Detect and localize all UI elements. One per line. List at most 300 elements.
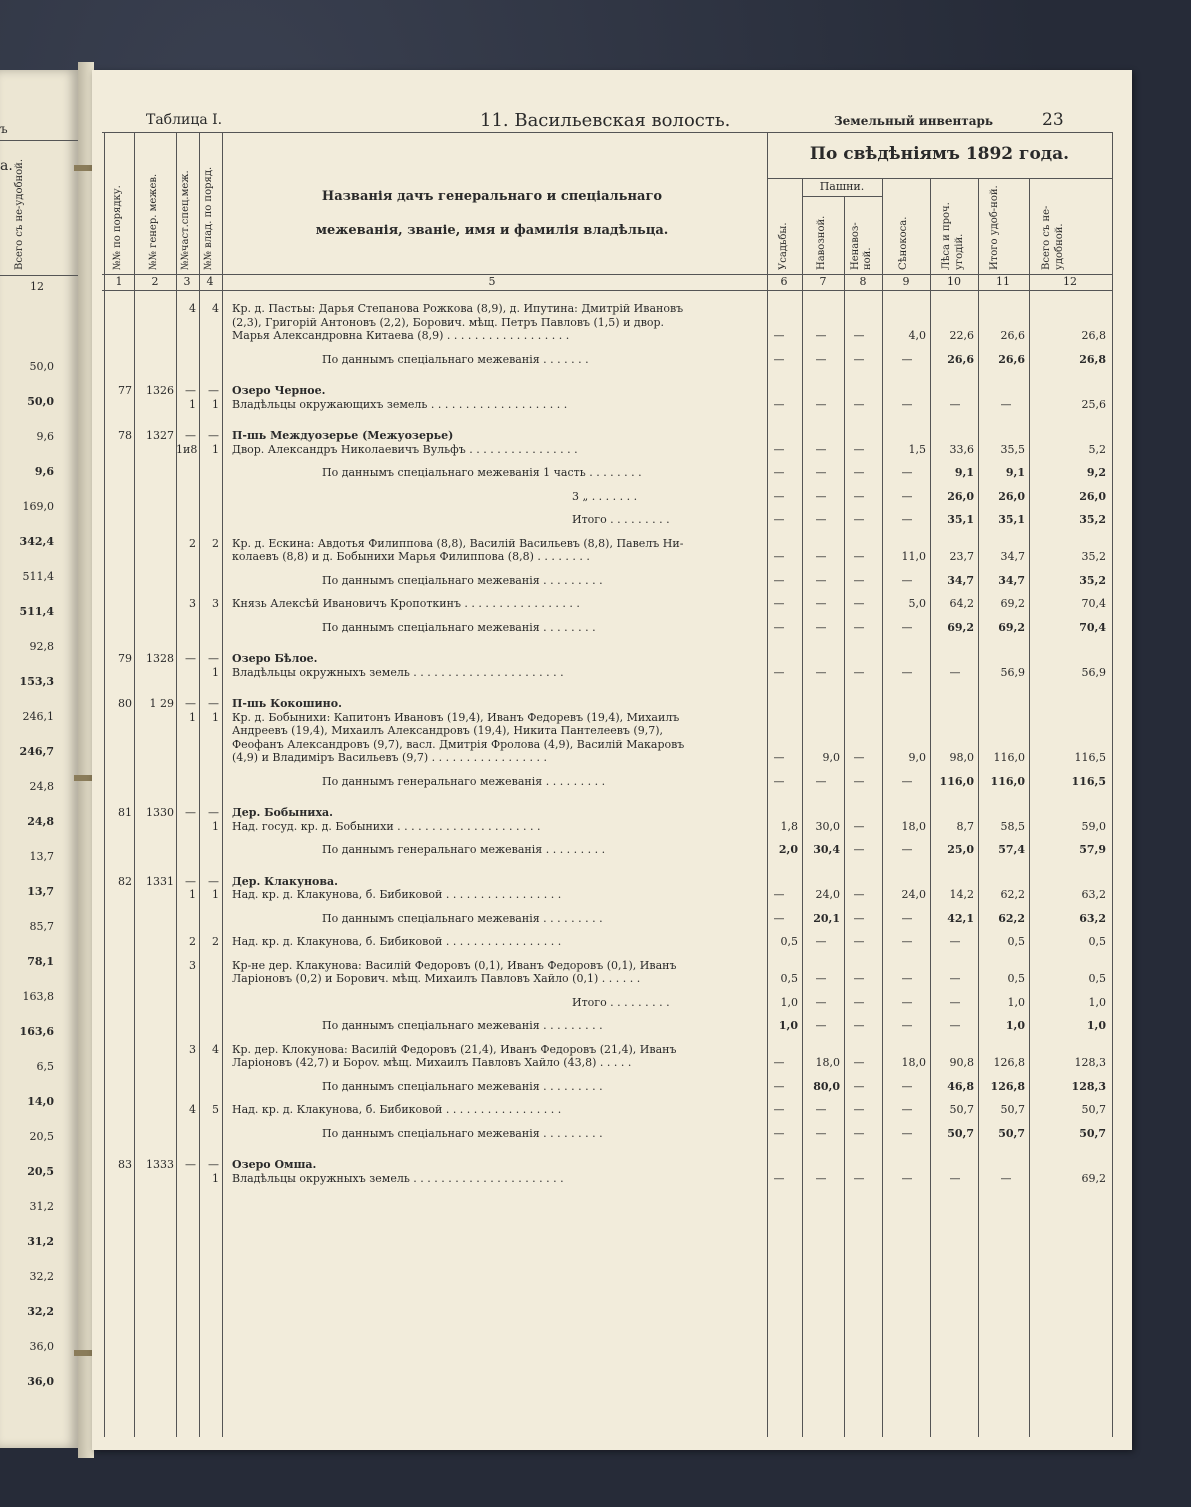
cell-value: — — [853, 1126, 865, 1140]
left-header-fragment-2: а. — [0, 158, 13, 174]
cell-value: 35,1 — [998, 513, 1025, 526]
cell-value: 0,5 — [1088, 972, 1106, 985]
table-row — [92, 806, 1132, 820]
cell-spec-no: — — [185, 874, 196, 888]
cell-order-no: 79 — [118, 652, 132, 665]
section-title: Земельный инвентарь — [834, 114, 994, 128]
column-number: 11 — [996, 275, 1010, 288]
cell-value: — — [853, 751, 865, 764]
cell-value: 5,2 — [1088, 442, 1106, 456]
cell-value: 116,5 — [1074, 751, 1106, 764]
cell-value: 56,9 — [1000, 665, 1025, 679]
cell-value: — — [815, 550, 827, 563]
cell-spec-no: — — [185, 384, 196, 397]
cell-value: 50,7 — [1079, 1126, 1106, 1140]
cell-value: 50,7 — [998, 1126, 1025, 1140]
left-page-value: 24,8 — [29, 780, 54, 793]
left-page-value: 92,8 — [29, 640, 54, 653]
cell-value: 34,7 — [947, 573, 974, 587]
cell-value: 116,0 — [939, 774, 974, 788]
cell-value: 5,0 — [908, 597, 926, 610]
cell-value: — — [773, 774, 785, 788]
section-heading: Озеро Омша. — [232, 1158, 317, 1171]
cell-value: 25,0 — [947, 843, 974, 856]
cell-value: 35,2 — [1079, 513, 1106, 526]
cell-value: — — [901, 972, 913, 985]
cell-value: — — [773, 352, 785, 366]
cell-owner-no: 1 — [212, 1171, 219, 1185]
cell-value: — — [1000, 397, 1012, 411]
left-page-value: 153,3 — [19, 675, 54, 688]
cell-value: 116,5 — [1071, 774, 1106, 788]
cell-value: 64,2 — [949, 597, 974, 610]
cell-value: — — [773, 489, 785, 503]
cell-owner-no: 1 — [212, 397, 219, 411]
cell-value: — — [949, 1019, 961, 1032]
column-number: 1 — [115, 275, 123, 288]
row-description: По даннымъ спеціальнаго межеванія . . . . . . . . — [322, 620, 596, 634]
cell-value: 24,0 — [901, 888, 926, 901]
cell-order-no: 80 — [118, 697, 132, 710]
row-description: По даннымъ спеціальнаго межеванія . . . . . . . . . — [322, 1079, 603, 1093]
cell-value: 26,0 — [998, 489, 1025, 503]
cell-value: 1,0 — [780, 995, 798, 1009]
left-col-header: Всего съ не-удобной. — [14, 158, 25, 270]
cell-value: — — [853, 1019, 865, 1032]
cell-value: — — [773, 1126, 785, 1140]
cell-value: — — [901, 466, 913, 479]
row-description: Итого . . . . . . . . . — [572, 995, 670, 1009]
section-heading: П-шь Кокошино. — [232, 697, 342, 710]
cell-value: — — [773, 329, 785, 342]
section-heading: Дер. Бобыниха. — [232, 806, 333, 819]
cell-value: 26,6 — [947, 352, 974, 366]
cell-owner-no: — — [208, 652, 219, 665]
column-number: 2 — [151, 275, 159, 288]
cell-owner-no: — — [208, 429, 219, 442]
cell-value: — — [773, 620, 785, 634]
cell-value: 9,2 — [1086, 466, 1106, 479]
table-row — [92, 1103, 1132, 1117]
cell-value: 50,7 — [949, 1103, 974, 1116]
left-page-value: 24,8 — [27, 815, 54, 828]
left-page-value: 9,6 — [34, 465, 54, 478]
cell-value: — — [815, 442, 827, 456]
left-page-value: 31,2 — [29, 1200, 54, 1213]
cell-value: — — [773, 573, 785, 587]
table-row — [92, 1043, 1132, 1070]
table-row — [92, 537, 1132, 564]
cell-value: — — [853, 1056, 865, 1069]
cell-spec-no: — — [185, 652, 196, 665]
table-row — [92, 652, 1132, 666]
cell-value: 1,0 — [1086, 1019, 1106, 1032]
column-number: 8 — [859, 275, 867, 288]
cell-value: 126,8 — [993, 1056, 1025, 1069]
table-row — [92, 843, 1132, 857]
cell-gen-no: 1 29 — [149, 697, 174, 710]
table-row — [92, 697, 1132, 711]
col-header-4: №№ влад. по поряд. — [203, 166, 214, 270]
cell-owner-no: — — [208, 1158, 219, 1171]
cell-value: — — [949, 995, 961, 1009]
row-description: Кр. д. Ескина: Авдотья Филиппова (8,8), Василій Васильевъ (8,8), Павелъ Ни- колаевъ (8,8) и д. Бобынихи Марья Филиппова (8,8) . . . . . . . . — [232, 536, 684, 563]
cell-value: — — [853, 972, 865, 985]
cell-value: — — [949, 972, 961, 985]
cell-value: 69,2 — [947, 620, 974, 634]
cell-value: 26,8 — [1081, 329, 1106, 342]
cell-owner-no: — — [208, 806, 219, 819]
table-label: Таблица I. — [146, 112, 223, 128]
left-page-value: 32,2 — [27, 1305, 54, 1318]
colnum-rule — [102, 290, 1112, 291]
cell-owner-no: 1 — [212, 888, 219, 901]
left-page-value: 6,5 — [36, 1060, 54, 1073]
cell-order-no: 81 — [118, 806, 132, 819]
left-page-value: 169,0 — [22, 500, 54, 513]
table-row — [92, 466, 1132, 480]
column-number: 4 — [206, 275, 214, 288]
table-row — [92, 490, 1132, 504]
cell-value: 22,6 — [949, 329, 974, 342]
table-row — [92, 1127, 1132, 1141]
col-header-10: Лѣса и проч. угодій. — [941, 202, 965, 270]
cell-owner-no: 2 — [212, 935, 219, 948]
col-header-2: №№ генер. межев. — [148, 173, 159, 270]
cell-value: 11,0 — [901, 550, 926, 563]
cell-value: — — [901, 1103, 913, 1116]
cell-spec-no: 1 — [189, 710, 196, 724]
cell-value: 50,7 — [1000, 1103, 1025, 1116]
cell-value: — — [815, 1019, 827, 1032]
cell-value: 69,2 — [1081, 1171, 1106, 1185]
cell-value: — — [773, 550, 785, 563]
row-description: По даннымъ спеціальнаго межеванія . . . . . . . — [322, 352, 589, 366]
cell-value: — — [853, 1079, 865, 1093]
cell-value: — — [773, 751, 785, 764]
cell-value: — — [853, 550, 865, 563]
cell-value: — — [901, 573, 913, 587]
cell-value: 0,5 — [1007, 935, 1025, 948]
left-page-value: 14,0 — [27, 1095, 54, 1108]
col-header-8: Ненавоз-ной. — [850, 222, 873, 270]
left-page-value: 78,1 — [27, 955, 54, 968]
left-page-value: 13,7 — [29, 850, 54, 863]
table-row — [92, 820, 1132, 834]
row-description: Над. кр. д. Клакунова, б. Бибиковой . . . . . . . . . . . . . . . . . — [232, 1103, 562, 1116]
cell-value: — — [773, 513, 785, 526]
cell-order-no: 78 — [118, 429, 132, 442]
cell-value: 26,6 — [998, 352, 1025, 366]
table-row — [92, 513, 1132, 527]
cell-value: 0,5 — [1007, 972, 1025, 985]
cell-value: — — [901, 352, 913, 366]
left-rule-2 — [0, 275, 78, 276]
cell-value: 1,0 — [778, 1019, 798, 1032]
cell-value: 116,0 — [990, 774, 1025, 788]
row-description: Над. госуд. кр. д. Бобынихи . . . . . . . . . . . . . . . . . . . . . — [232, 819, 541, 833]
table-row — [92, 384, 1132, 398]
table-row — [92, 597, 1132, 611]
left-page-value: 50,0 — [27, 395, 54, 408]
table-row — [92, 443, 1132, 457]
cell-value: — — [815, 935, 827, 948]
cell-value: 1,8 — [780, 819, 798, 833]
cell-value: — — [773, 442, 785, 456]
cell-value: 0,5 — [780, 972, 798, 985]
col-header-11: Итого удоб-ной. — [989, 185, 1000, 270]
section-heading: Дер. Клакунова. — [232, 874, 338, 888]
table-row — [92, 574, 1132, 588]
top-rule — [102, 132, 1112, 133]
cell-spec-no: 1 — [189, 888, 196, 901]
cell-value: — — [949, 935, 961, 948]
cell-value: — — [773, 597, 785, 610]
cell-value: — — [901, 995, 913, 1009]
cell-spec-no: 4 — [189, 1103, 196, 1116]
cell-value: 80,0 — [813, 1079, 840, 1093]
cell-value: — — [815, 1126, 827, 1140]
table-row — [92, 1080, 1132, 1094]
left-page-value: 163,8 — [22, 990, 54, 1003]
cell-gen-no: 1333 — [146, 1158, 174, 1171]
table-row — [92, 429, 1132, 443]
table-row — [92, 711, 1132, 765]
cell-value: — — [901, 665, 913, 679]
cell-spec-no: — — [185, 1158, 196, 1171]
cell-value: — — [815, 329, 827, 342]
cell-value: 26,0 — [1079, 489, 1106, 503]
cell-value: 62,2 — [1000, 888, 1025, 901]
cell-value: 50,7 — [1081, 1103, 1106, 1116]
cell-owner-no: 3 — [212, 597, 219, 610]
cell-value: 4,0 — [908, 329, 926, 342]
cell-value: — — [815, 1103, 827, 1116]
left-page-value: 32,2 — [29, 1270, 54, 1283]
column-number: 10 — [947, 275, 961, 288]
cell-owner-no: 1 — [212, 819, 219, 833]
left-header-fragment: ъ — [0, 122, 8, 136]
cell-value: — — [853, 329, 865, 342]
column-number: 6 — [780, 275, 788, 288]
left-page-fragment — [0, 70, 78, 1448]
cell-value: 25,6 — [1081, 397, 1106, 411]
cell-owner-no: — — [208, 697, 219, 710]
cell-value: — — [815, 995, 827, 1009]
cell-gen-no: 1330 — [146, 806, 174, 819]
cell-value: — — [853, 573, 865, 587]
cell-spec-no: 3 — [189, 597, 196, 610]
cell-value: 126,8 — [990, 1079, 1025, 1093]
cell-value: — — [853, 489, 865, 503]
cell-owner-no: 2 — [212, 536, 219, 550]
pashni-rule — [802, 196, 882, 197]
table-row — [92, 353, 1132, 367]
cell-value: — — [853, 665, 865, 679]
cell-value: 30,0 — [815, 819, 840, 833]
cell-value: — — [853, 819, 865, 833]
cell-value: 9,0 — [908, 751, 926, 764]
table-row — [92, 888, 1132, 902]
row-description: Двор. Александръ Николаевичъ Вульфъ . . . . . . . . . . . . . . . . — [232, 442, 578, 456]
cell-spec-no: — — [185, 697, 196, 710]
cell-gen-no: 1328 — [146, 652, 174, 665]
left-rule — [0, 140, 78, 141]
cell-value: — — [773, 1103, 785, 1116]
cell-value: — — [773, 665, 785, 679]
cell-value: — — [853, 935, 865, 948]
cell-value: — — [815, 352, 827, 366]
cell-value: — — [773, 1079, 785, 1093]
cell-value: — — [853, 513, 865, 526]
cell-value: — — [853, 774, 865, 788]
cell-value: 18,0 — [901, 1056, 926, 1069]
cell-value: — — [901, 489, 913, 503]
left-page-value: 13,7 — [27, 885, 54, 898]
table-row — [92, 302, 1132, 343]
cell-value: 33,6 — [949, 442, 974, 456]
row-description: Над. кр. д. Клакунова, б. Бибиковой . . . . . . . . . . . . . . . . . — [232, 935, 562, 948]
cell-owner-no: 1 — [212, 665, 219, 679]
cell-order-no: 82 — [118, 874, 132, 888]
cell-order-no: 83 — [118, 1158, 132, 1171]
cell-value: — — [901, 513, 913, 526]
cell-value: — — [815, 573, 827, 587]
cell-value: — — [901, 935, 913, 948]
cell-value: — — [815, 513, 827, 526]
cell-value: 24,0 — [815, 888, 840, 901]
table-row — [92, 959, 1132, 986]
cell-value: — — [853, 397, 865, 411]
cell-owner-no: 4 — [212, 1042, 219, 1056]
cell-value: 0,5 — [1088, 935, 1106, 948]
cell-value: — — [901, 911, 913, 925]
cell-value: — — [773, 397, 785, 411]
row-description: Владѣльцы окружныхъ земель . . . . . . . . . . . . . . . . . . . . . . — [232, 1171, 564, 1185]
cell-value: 42,1 — [947, 911, 974, 925]
left-col-num: 12 — [30, 280, 44, 293]
table-row — [92, 666, 1132, 680]
table-row — [92, 1019, 1132, 1033]
cell-value: 18,0 — [815, 1056, 840, 1069]
cell-gen-no: 1331 — [146, 874, 174, 888]
cell-value: 116,0 — [993, 751, 1025, 764]
cell-value: — — [853, 620, 865, 634]
cell-value: 70,4 — [1081, 597, 1106, 610]
cell-value: 35,2 — [1079, 573, 1106, 587]
cell-value: 20,1 — [813, 911, 840, 925]
cell-owner-no: — — [208, 874, 219, 888]
cell-value: — — [853, 1171, 865, 1185]
row-description: Владѣльцы окружныхъ земель . . . . . . . . . . . . . . . . . . . . . . — [232, 665, 564, 679]
cell-spec-no: 3 — [189, 1042, 196, 1056]
cell-value: — — [901, 774, 913, 788]
table-row — [92, 935, 1132, 949]
row-description: По даннымъ спеціальнаго межеванія . . . . . . . . . — [322, 911, 603, 925]
cell-value: 128,3 — [1074, 1056, 1106, 1069]
row-description: Кр. дер. Клокунова: Василій Федоровъ (21,4), Иванъ Федоровъ (21,4), Иванъ Ларіоновъ (42,7) и Борov. мѣщ. Михаилъ Павловъ Хайло (43,8) . . . . . — [232, 1042, 677, 1069]
cell-value: 8,7 — [956, 819, 974, 833]
cell-owner-no: — — [208, 384, 219, 397]
cell-value: 18,0 — [901, 819, 926, 833]
left-page-value: 36,0 — [27, 1375, 54, 1388]
cell-gen-no: 1326 — [146, 384, 174, 397]
cell-value: — — [815, 665, 827, 679]
col-header-7: Навозной. — [816, 215, 827, 270]
cell-value: 34,7 — [998, 573, 1025, 587]
cell-value: — — [773, 888, 785, 901]
cell-value: 23,7 — [949, 550, 974, 563]
cell-value: — — [853, 466, 865, 479]
cell-value: 69,2 — [1000, 597, 1025, 610]
cell-owner-no: 5 — [212, 1103, 219, 1116]
row-description: По даннымъ спеціальнаго межеванія . . . . . . . . . — [322, 1126, 603, 1140]
cell-value: — — [815, 597, 827, 610]
cell-value: 14,2 — [949, 888, 974, 901]
cell-value: 62,2 — [998, 911, 1025, 925]
group-rule — [767, 178, 1112, 179]
row-description: По даннымъ спеціальнаго межеванія 1 часть . . . . . . . . — [322, 466, 642, 479]
cell-value: — — [815, 620, 827, 634]
cell-value: — — [853, 442, 865, 456]
cell-value: — — [815, 972, 827, 985]
col-header-5: Названія дачъ генеральнаго и спеціальнаго межеванія, званіе, имя и фамилія владѣльца. — [315, 189, 669, 238]
cell-spec-no: 1и8 — [176, 442, 198, 456]
col-header-9: Сѣнокоса. — [898, 216, 909, 270]
cell-value: 59,0 — [1081, 819, 1106, 833]
cell-value: 9,0 — [822, 751, 840, 764]
column-number: 3 — [183, 275, 191, 288]
table-row — [92, 912, 1132, 926]
cell-value: 30,4 — [813, 843, 840, 856]
cell-value: 56,9 — [1081, 665, 1106, 679]
cell-value: 58,5 — [1000, 819, 1025, 833]
row-description: Над. кр. д. Клакунова, б. Бибиковой . . . . . . . . . . . . . . . . . — [232, 888, 562, 901]
cell-value: 1,0 — [1088, 995, 1106, 1009]
cell-spec-no: 3 — [189, 958, 196, 972]
row-description: Владѣльцы окружающихъ земель . . . . . . . . . . . . . . . . . . . . — [232, 397, 568, 411]
cell-value: 1,5 — [908, 442, 926, 456]
cell-value: 46,8 — [947, 1079, 974, 1093]
cell-value: — — [901, 1079, 913, 1093]
left-page-value: 31,2 — [27, 1235, 54, 1248]
cell-value: — — [853, 352, 865, 366]
cell-value: — — [901, 397, 913, 411]
table-row — [92, 875, 1132, 889]
cell-value: 63,2 — [1079, 911, 1106, 925]
cell-value: — — [949, 665, 961, 679]
cell-order-no: 77 — [118, 384, 132, 397]
cell-value: 69,2 — [998, 620, 1025, 634]
cell-value: — — [853, 1103, 865, 1116]
cell-value: 35,2 — [1081, 550, 1106, 563]
row-description: Кр-не дер. Клакунова: Василій Федоровъ (0,1), Иванъ Федоровъ (0,1), Иванъ Ларіоновъ (0,2) и Борович. мѣщ. Михаилъ Павловъ Хайло (0,1) . . . . . . — [232, 958, 677, 985]
cell-owner-no: 1 — [212, 710, 219, 724]
cell-value: — — [853, 597, 865, 610]
cell-value: 70,4 — [1079, 620, 1106, 634]
cell-value: 63,2 — [1081, 888, 1106, 901]
cell-value: 9,1 — [954, 466, 974, 479]
cell-spec-no: 2 — [189, 935, 196, 948]
row-description: Кр. д. Пастьы: Дарья Степанова Рожкова (8,9), д. Ипутина: Дмитрій Ивановъ (2,3), Григорій Антоновъ (2,2), Борович. мѣщ. Петръ Павловъ (1,5) и двор. Марья Александровна Китаева (8,9) . . . . . . . . . . . . . . . . . . — [232, 302, 684, 342]
cell-value: — — [853, 911, 865, 925]
table-row — [92, 1172, 1132, 1186]
cell-value: 57,9 — [1079, 843, 1106, 856]
page-number: 23 — [1042, 110, 1064, 130]
left-page-value: 246,1 — [22, 710, 54, 723]
section-heading: П-шь Междуозерье (Межуозерье) — [232, 429, 454, 442]
cell-value: — — [901, 1171, 913, 1185]
